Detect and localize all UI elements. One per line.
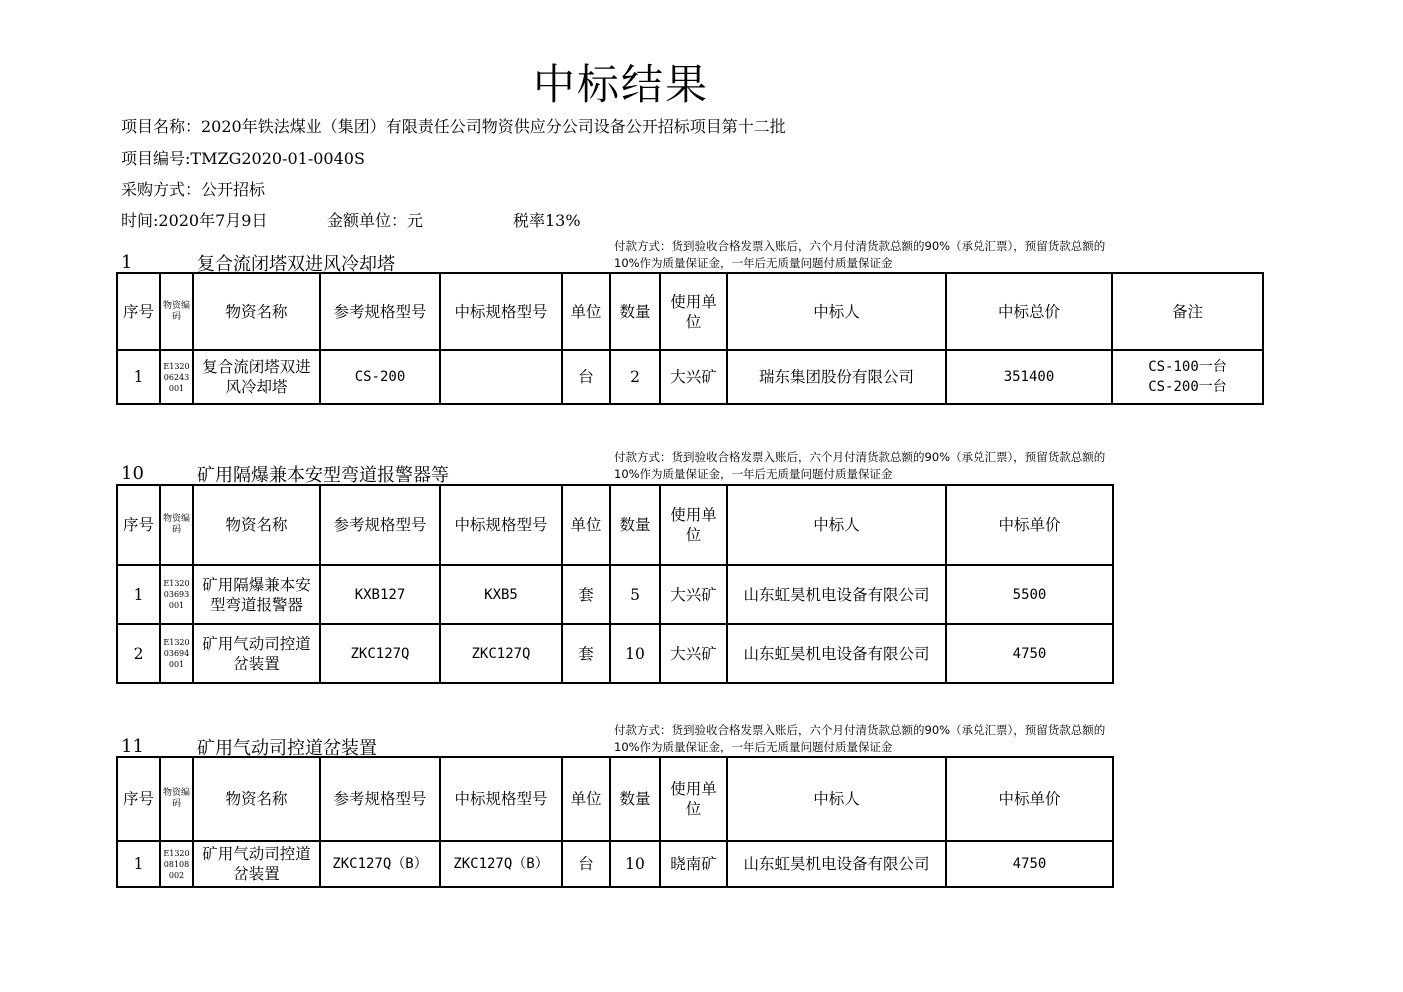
table-header-row [117,757,1113,841]
header-cell: 序号 [117,273,160,350]
header-cell: 中标人 [727,485,946,565]
date-row [121,208,581,231]
header-cell: 中标人 [727,757,946,841]
header-cell: 中标总价 [946,273,1112,350]
project-number: 项目编号:TMZG2020-01-0040S [121,149,365,168]
winner-cell: 瑞东集团股份有限公司 [727,350,946,404]
tax-rate: 税率13% [513,211,581,230]
price-cell: 351400 [946,350,1112,404]
bid-table-section-1 [116,272,1264,405]
bid-spec-cell: ZKC127Q（B） [440,841,562,887]
material-code-cell: E1320 06243 001 [160,350,193,404]
material-code-cell: E1320 03694 001 [160,624,193,683]
price-cell: 4750 [946,624,1113,683]
header-cell: 序号 [117,757,160,841]
winner-cell: 山东虹昊机电设备有限公司 [727,841,946,887]
seq-cell: 1 [117,565,160,624]
table-row [117,841,1113,887]
header-cell: 数量 [610,273,660,350]
section-name: 复合流闭塔双进风冷却塔 [197,254,395,275]
header-cell: 使用单位 [660,485,727,565]
material-name-cell: 矿用隔爆兼本安型弯道报警器 [193,565,320,624]
header-cell: 数量 [610,485,660,565]
table-header-row [117,485,1113,565]
amount-unit: 金额单位：元 [327,211,424,230]
ref-spec-cell: CS-200 [320,350,440,404]
price-cell: 5500 [946,565,1113,624]
bid-spec-cell: ZKC127Q [440,624,562,683]
material-name-cell: 矿用气动司控道岔装置 [193,624,320,683]
quantity-cell: 2 [610,350,660,404]
note-cell [1112,350,1263,404]
seq-cell: 1 [117,841,160,887]
header-cell: 物资编码 [160,757,193,841]
page-title: 中标结果 [532,60,709,109]
note-line: CS-100一台 [1148,359,1227,375]
header-cell: 单位 [562,273,610,350]
header-cell: 物资名称 [193,485,320,565]
user-unit-cell: 大兴矿 [660,624,727,683]
payment-terms: 付款方式：货到验收合格发票入账后，六个月付清货款总额的90%（承兑汇票），预留货款总额的10%作为质量保证金，一年后无质量问题付质量保证金 [614,450,1106,481]
header-cell: 中标单价 [946,757,1113,841]
header-cell: 使用单位 [660,757,727,841]
header-cell: 参考规格型号 [320,757,440,841]
user-unit-cell: 晓南矿 [660,841,727,887]
quantity-cell: 10 [610,624,660,683]
header-cell: 物资编码 [160,273,193,350]
header-cell: 使用单位 [660,273,727,350]
material-name-cell: 复合流闭塔双进风冷却塔 [193,350,320,404]
procurement-method: 采购方式：公开招标 [121,180,266,199]
unit-cell: 套 [562,565,610,624]
header-cell: 单位 [562,485,610,565]
bid-table-section-11 [116,756,1114,888]
ref-spec-cell: KXB127 [320,565,440,624]
header-cell: 数量 [610,757,660,841]
table-header-row [117,273,1263,350]
material-code-cell: E1320 08108 002 [160,841,193,887]
section-number: 1 [121,252,133,273]
section-number: 11 [121,736,144,757]
header-cell: 参考规格型号 [320,485,440,565]
winner-cell: 山东虹昊机电设备有限公司 [727,565,946,624]
header-cell: 物资名称 [193,757,320,841]
bid-spec-cell: KXB5 [440,565,562,624]
price-cell: 4750 [946,841,1113,887]
note-line: CS-200一台 [1148,379,1227,395]
quantity-cell: 10 [610,841,660,887]
header-cell: 中标人 [727,273,946,350]
header-cell: 中标规格型号 [440,273,562,350]
seq-cell: 2 [117,624,160,683]
bid-spec-cell [440,350,562,404]
material-code-cell: E1320 03693 001 [160,565,193,624]
quantity-cell: 5 [610,565,660,624]
material-name-cell: 矿用气动司控道岔装置 [193,841,320,887]
payment-terms: 付款方式：货到验收合格发票入账后，六个月付清货款总额的90%（承兑汇票），预留货款总额的10%作为质量保证金，一年后无质量问题付质量保证金 [614,723,1106,754]
header-cell: 中标单价 [946,485,1113,565]
payment-terms: 付款方式：货到验收合格发票入账后，六个月付清货款总额的90%（承兑汇票），预留货款总额的10%作为质量保证金，一年后无质量问题付质量保证金 [614,239,1106,270]
table-row [117,565,1113,624]
ref-spec-cell: ZKC127Q [320,624,440,683]
header-cell: 中标规格型号 [440,485,562,565]
section-name: 矿用气动司控道岔装置 [197,738,377,759]
unit-cell: 台 [562,350,610,404]
date-text: 时间:2020年7月9日 [121,211,268,230]
section-number: 10 [121,463,144,484]
unit-cell: 台 [562,841,610,887]
ref-spec-cell: ZKC127Q（B） [320,841,440,887]
winner-cell: 山东虹昊机电设备有限公司 [727,624,946,683]
user-unit-cell: 大兴矿 [660,350,727,404]
header-cell: 备注 [1112,273,1263,350]
user-unit-cell: 大兴矿 [660,565,727,624]
unit-cell: 套 [562,624,610,683]
header-cell: 单位 [562,757,610,841]
table-row [117,350,1263,404]
section-name: 矿用隔爆兼本安型弯道报警器等 [197,465,449,486]
project-name: 项目名称：2020年铁法煤业（集团）有限责任公司物资供应分公司设备公开招标项目第十二批 [121,117,786,136]
header-cell: 序号 [117,485,160,565]
seq-cell: 1 [117,350,160,404]
header-cell: 中标规格型号 [440,757,562,841]
bid-table-section-10 [116,484,1114,684]
header-cell: 参考规格型号 [320,273,440,350]
header-cell: 物资编码 [160,485,193,565]
table-row [117,624,1113,683]
header-cell: 物资名称 [193,273,320,350]
